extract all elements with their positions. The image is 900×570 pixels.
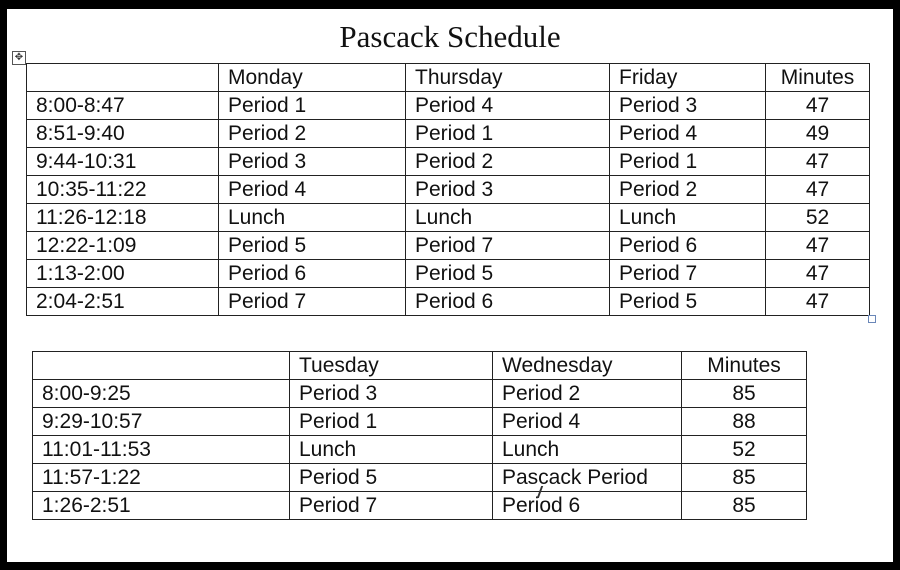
document-title: Pascack Schedule bbox=[339, 19, 561, 54]
table-row bbox=[27, 120, 870, 148]
minutes-cell: 47 bbox=[766, 148, 870, 176]
period-cell: Period 6 bbox=[493, 492, 682, 520]
period-cell: Period 4 bbox=[493, 408, 682, 436]
time-cell: 11:26-12:18 bbox=[27, 204, 219, 232]
minutes-cell: 52 bbox=[682, 436, 807, 464]
period-cell: Period 2 bbox=[610, 176, 766, 204]
header-cell-time bbox=[33, 352, 290, 380]
header-cell-tuesday: Tuesday bbox=[290, 352, 493, 380]
period-cell: Period 7 bbox=[290, 492, 493, 520]
period-cell: Lunch bbox=[290, 436, 493, 464]
time-cell: 8:51-9:40 bbox=[27, 120, 219, 148]
table-row bbox=[27, 288, 870, 316]
table-row bbox=[27, 148, 870, 176]
period-cell: Period 6 bbox=[610, 232, 766, 260]
table-row bbox=[33, 436, 807, 464]
time-cell: 11:01-11:53 bbox=[33, 436, 290, 464]
header-cell-monday: Monday bbox=[219, 64, 406, 92]
time-cell: 1:13-2:00 bbox=[27, 260, 219, 288]
table-row bbox=[27, 92, 870, 120]
period-cell: Period 3 bbox=[610, 92, 766, 120]
period-cell: Period 1 bbox=[290, 408, 493, 436]
header-cell-minutes: Minutes bbox=[766, 64, 870, 92]
minutes-cell: 52 bbox=[766, 204, 870, 232]
minutes-cell: 47 bbox=[766, 288, 870, 316]
minutes-cell: 85 bbox=[682, 380, 807, 408]
time-cell: 1:26-2:51 bbox=[33, 492, 290, 520]
table-row bbox=[27, 232, 870, 260]
period-cell: Period 7 bbox=[219, 288, 406, 316]
period-cell: Period 5 bbox=[290, 464, 493, 492]
period-cell: Period 7 bbox=[610, 260, 766, 288]
period-cell: Period 1 bbox=[610, 148, 766, 176]
period-cell: Period 2 bbox=[219, 120, 406, 148]
period-cell: Period 7 bbox=[406, 232, 610, 260]
time-cell: 11:57-1:22 bbox=[33, 464, 290, 492]
period-cell: Period 4 bbox=[219, 176, 406, 204]
minutes-cell: 47 bbox=[766, 260, 870, 288]
period-cell: Lunch bbox=[493, 436, 682, 464]
table-row bbox=[33, 464, 807, 492]
period-cell: Period 3 bbox=[290, 380, 493, 408]
period-cell: Period 4 bbox=[610, 120, 766, 148]
table-row bbox=[27, 260, 870, 288]
move-arrows-icon[interactable]: ✥ bbox=[12, 51, 26, 65]
schedule-table-mon-thu-fri bbox=[26, 63, 870, 316]
period-cell: Period 3 bbox=[219, 148, 406, 176]
table-header-row bbox=[33, 352, 807, 380]
period-cell: Period 6 bbox=[406, 288, 610, 316]
minutes-cell: 47 bbox=[766, 232, 870, 260]
table-header-row bbox=[27, 64, 870, 92]
period-cell: Period 5 bbox=[219, 232, 406, 260]
period-cell: Period 1 bbox=[406, 120, 610, 148]
time-cell: 8:00-9:25 bbox=[33, 380, 290, 408]
minutes-cell: 49 bbox=[766, 120, 870, 148]
table-row bbox=[27, 176, 870, 204]
resize-handle-icon[interactable] bbox=[868, 315, 876, 323]
period-cell: Period 2 bbox=[406, 148, 610, 176]
period-cell: Period 4 bbox=[406, 92, 610, 120]
period-cell: Period 2 bbox=[493, 380, 682, 408]
table-row bbox=[33, 380, 807, 408]
period-cell: Pascack Period bbox=[493, 464, 682, 492]
minutes-cell: 47 bbox=[766, 176, 870, 204]
document-page bbox=[7, 9, 893, 562]
period-cell: Period 6 bbox=[219, 260, 406, 288]
time-cell: 10:35-11:22 bbox=[27, 176, 219, 204]
period-cell: Lunch bbox=[219, 204, 406, 232]
time-cell: 8:00-8:47 bbox=[27, 92, 219, 120]
header-cell-wednesday: Wednesday bbox=[493, 352, 682, 380]
period-cell: Lunch bbox=[610, 204, 766, 232]
time-cell: 12:22-1:09 bbox=[27, 232, 219, 260]
table-row bbox=[33, 408, 807, 436]
time-cell: 9:44-10:31 bbox=[27, 148, 219, 176]
table-row bbox=[27, 204, 870, 232]
header-cell-minutes: Minutes bbox=[682, 352, 807, 380]
table-row bbox=[33, 492, 807, 520]
minutes-cell: 85 bbox=[682, 492, 807, 520]
period-cell: Period 3 bbox=[406, 176, 610, 204]
header-cell-friday: Friday bbox=[610, 64, 766, 92]
time-cell: 2:04-2:51 bbox=[27, 288, 219, 316]
schedule-table-tue-wed bbox=[32, 351, 807, 520]
period-cell: Period 5 bbox=[406, 260, 610, 288]
time-cell: 9:29-10:57 bbox=[33, 408, 290, 436]
minutes-cell: 88 bbox=[682, 408, 807, 436]
header-cell-time bbox=[27, 64, 219, 92]
period-cell: Period 5 bbox=[610, 288, 766, 316]
header-cell-thursday: Thursday bbox=[406, 64, 610, 92]
minutes-cell: 85 bbox=[682, 464, 807, 492]
minutes-cell: 47 bbox=[766, 92, 870, 120]
period-cell: Period 1 bbox=[219, 92, 406, 120]
period-cell: Lunch bbox=[406, 204, 610, 232]
